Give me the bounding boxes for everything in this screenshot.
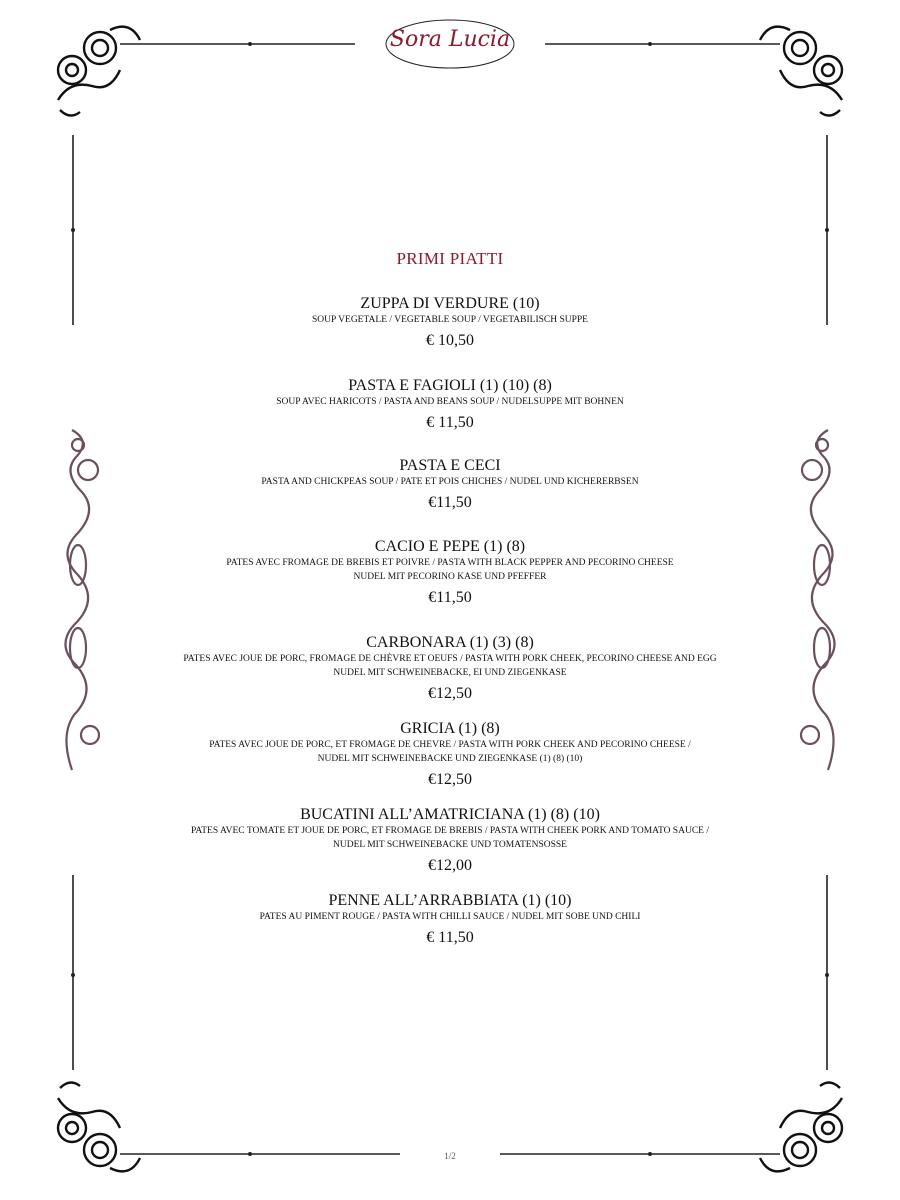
item-name: PENNE ALL’ARRABBIATA (1) (10) <box>328 892 572 909</box>
item-description: PATES AU PIMENT ROUGE / PASTA WITH CHILLI SAUCE / NUDEL MIT SOBE UND CHILI <box>259 912 641 922</box>
corner-ornament-top-left <box>58 27 140 116</box>
menu-item <box>0 892 900 947</box>
item-price: €12,50 <box>428 685 472 702</box>
item-description: PATES AVEC TOMATE ET JOUE DE PORC, ET FROMAGE DE BREBIS / PASTA WITH CHEEK PORK AND TOMATO SAUCE / <box>191 826 709 836</box>
item-name: CACIO E PEPE (1) (8) <box>374 538 526 555</box>
item-description: SOUP VEGETALE / VEGETABLE SOUP / VEGETABILISCH SUPPE <box>312 315 588 325</box>
menu-item <box>0 538 900 607</box>
item-description: PASTA AND CHICKPEAS SOUP / PATE ET POIS CHICHES / NUDEL UND KICHERERBSEN <box>261 477 639 487</box>
item-name: ZUPPA DI VERDURE (10) <box>360 295 540 312</box>
item-description: PATES AVEC JOUE DE PORC, FROMAGE DE CHÈVRE ET OEUFS / PASTA WITH PORK CHEEK, PECORINO CHEESE AND EGG <box>183 654 717 664</box>
item-price: € 11,50 <box>426 414 474 431</box>
item-price: €11,50 <box>428 589 472 606</box>
item-name: PASTA E FAGIOLI (1) (10) (8) <box>348 377 552 394</box>
menu-item <box>0 295 900 350</box>
item-description: NUDEL MIT SCHWEINEBACKE UND TOMATENSOSSE <box>333 840 567 850</box>
item-name: CARBONARA (1) (3) (8) <box>366 634 534 651</box>
item-description: NUDEL MIT SCHWEINEBACKE, EI UND ZIEGENKASE <box>333 668 567 678</box>
item-name: PASTA E CECI <box>399 457 501 474</box>
item-name: BUCATINI ALL’AMATRICIANA (1) (8) (10) <box>300 806 600 823</box>
item-name: GRICIA (1) (8) <box>400 720 500 737</box>
corner-ornament-top-right <box>760 27 842 116</box>
item-description: NUDEL MIT PECORINO KASE UND PFEFFER <box>353 572 547 582</box>
menu-item <box>0 806 900 875</box>
item-description: PATES AVEC FROMAGE DE BREBIS ET POIVRE / PASTA WITH BLACK PEPPER AND PECORINO CHEESE <box>226 558 674 568</box>
menu-item <box>0 457 900 512</box>
brand-name: Sora Lucia <box>389 27 511 52</box>
item-price: € 10,50 <box>426 332 474 349</box>
item-price: €12,00 <box>428 857 472 874</box>
item-description: SOUP AVEC HARICOTS / PASTA AND BEANS SOUP / NUDELSUPPE MIT BOHNEN <box>276 397 624 407</box>
item-price: €12,50 <box>428 771 472 788</box>
item-description: PATES AVEC JOUE DE PORC, ET FROMAGE DE CHEVRE / PASTA WITH PORK CHEEK AND PECORINO CHEESE / <box>209 740 691 750</box>
menu-item <box>0 720 900 789</box>
item-price: €11,50 <box>428 494 472 511</box>
menu-item <box>0 634 900 703</box>
item-description: NUDEL MIT SCHWEINEBACKE UND ZIEGENKASE (1) (8) (10) <box>317 754 583 764</box>
section-title: PRIMI PIATTI <box>396 249 504 268</box>
item-price: € 11,50 <box>426 929 474 946</box>
brand-logo <box>380 14 520 74</box>
menu-item <box>0 377 900 432</box>
page-number: 1/2 <box>444 1151 456 1161</box>
